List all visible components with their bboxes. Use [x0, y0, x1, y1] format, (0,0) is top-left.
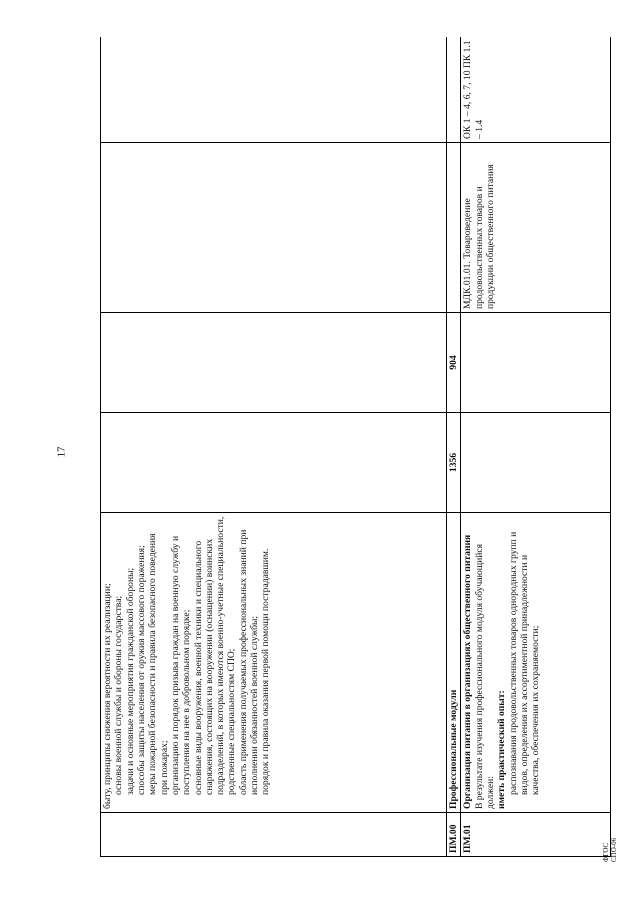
hours: 904 [447, 313, 461, 413]
module-code: ПМ.00 [447, 813, 461, 857]
module-description [461, 513, 611, 813]
module-title: Профессиональные модули [447, 513, 461, 813]
module-title: Организация питания в организациях общественного питания [462, 534, 474, 809]
table-row [447, 37, 461, 857]
list-item: быту, принципы снижения вероятности их реализации; [102, 583, 113, 809]
module-intro: В результате изучения профессионального модуля обучающийся должен: [473, 543, 496, 809]
list-item: основы военной службы и обороны государства; [113, 595, 125, 795]
practice-label: иметь практический опыт: [496, 690, 508, 809]
curriculum-table [100, 37, 611, 857]
mdk-cell: МДК.01.01. Товароведение продовольственных товаров и продукции общественного питания [461, 143, 611, 313]
list-item: способы защиты населения от оружия массового поражения; [135, 545, 147, 795]
list-item: организацию и порядок призыва граждан на военную службу и поступления на нее в добровольном порядке; [169, 535, 193, 795]
rotated-page [100, 37, 617, 857]
list-item: область применения получаемых профессиональных знаний при исполнении обязанностей военной службы; [237, 529, 261, 795]
list-item: порядок и правила оказания первой помощи пострадавшим. [260, 548, 272, 795]
continuation-cell [101, 513, 447, 813]
table-row [101, 37, 447, 857]
practice-text: распознавания продовольственных товаров однородных групп и видов, определения их ассортиментной принадлежности и качества, обеспечения их сохраняемости; [507, 531, 542, 795]
page-number: 17 [55, 446, 68, 458]
list-item: основные виды вооружения, военной техники и специального снаряжения, состоящих на вооружении (оснащении) воинских подразделений, в которых имеются военно-учетные специальности, родственные специальностям СПО; [192, 516, 238, 795]
module-code: ПМ.01 [461, 813, 611, 857]
max-load: 1356 [447, 413, 461, 513]
list-item: задачи и основные мероприятия гражданской обороны; [124, 567, 136, 795]
competencies-cell: ОК 1 – 4, 6, 7, 10 ПК 1.1 – 1.4 [461, 37, 611, 143]
list-item: меры пожарной безопасности и правила безопасного поведения при пожарах; [147, 533, 170, 795]
table-row [461, 37, 611, 857]
document-footer: ФГОС СПО-06 [602, 837, 618, 862]
